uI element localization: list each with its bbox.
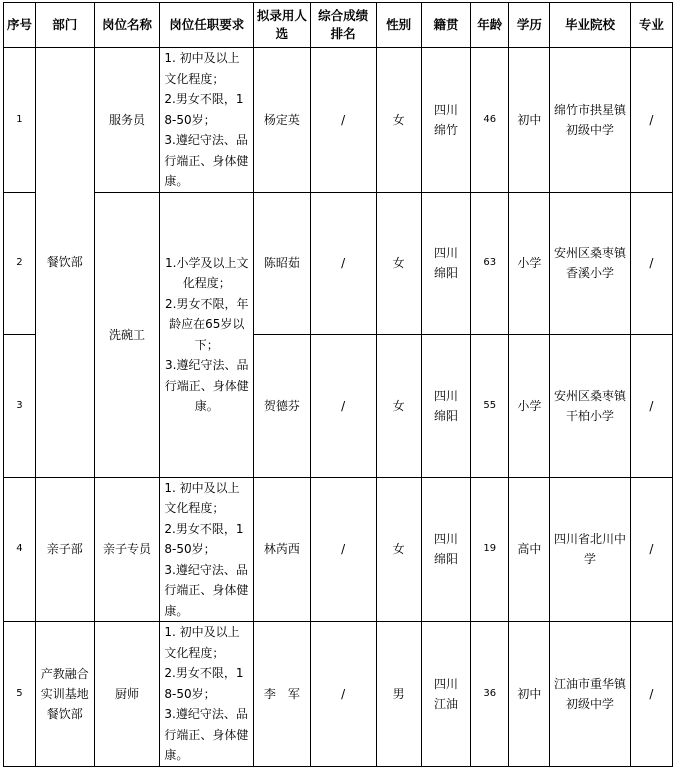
header-school: 毕业院校 [550,3,630,48]
major-cell: / [630,334,672,477]
education-cell: 初中 [509,622,550,767]
row-no: 5 [4,622,36,767]
school-cell: 绵竹市拱星镇初级中学 [550,48,630,193]
header-major: 专业 [630,3,672,48]
header-row [4,3,673,48]
origin-cell [421,477,470,622]
position-cell: 亲子专员 [94,477,160,622]
header-requirements: 岗位任职要求 [160,3,254,48]
requirements-cell [160,622,254,767]
school-cell: 安州区桑枣镇干柏小学 [550,334,630,477]
hiring-table-container [0,2,676,767]
dept-cell: 产教融合实训基地餐饮部 [35,622,94,767]
gender-cell: 女 [376,334,421,477]
rank-cell: / [310,622,376,767]
header-age: 年龄 [471,3,509,48]
row-no: 1 [4,48,36,193]
header-origin: 籍贯 [421,3,470,48]
header-candidate: 拟录用人选 [254,3,311,48]
row-no: 4 [4,477,36,622]
origin-text: 四川 江油 [433,676,458,711]
requirements-text: 1. 初中及以上文化程度； 2.男女不限，18-50岁； 3.遵纪守法、品行端正、身体健康。 [164,51,249,188]
origin-text: 四川 绵阳 [433,532,458,567]
gender-cell: 男 [376,622,421,767]
major-cell: / [630,48,672,193]
education-cell: 高中 [509,477,550,622]
origin-text: 四川 绵阳 [433,246,458,280]
gender-cell: 女 [376,477,421,622]
table-row [4,622,673,767]
gender-cell: 女 [376,48,421,193]
position-cell: 厨师 [94,622,160,767]
education-cell: 小学 [509,192,550,334]
header-education: 学历 [509,3,550,48]
dept-cell: 亲子部 [35,477,94,622]
age-cell: 55 [471,334,509,477]
header-no: 序号 [4,3,36,48]
major-cell: / [630,477,672,622]
major-cell: / [630,622,672,767]
age-cell: 46 [471,48,509,193]
origin-text: 四川 绵竹 [433,102,458,137]
requirements-text: 1. 初中及以上文化程度； 2.男女不限，18-50岁； 3.遵纪守法、品行端正、身体健康。 [164,480,249,618]
requirements-cell [160,477,254,622]
age-cell: 36 [471,622,509,767]
candidate-cell: 杨定英 [254,48,311,193]
candidate-cell: 林芮西 [254,477,311,622]
requirements-text: 1.小学及以上文化程度； 2.男女不限，年龄应在65岁以下； 3.遵纪守法、品行端正、身体健康。 [164,255,249,413]
origin-cell [421,192,470,334]
school-cell: 江油市重华镇初级中学 [550,622,630,767]
origin-cell [421,334,470,477]
education-cell: 小学 [509,334,550,477]
row-no: 3 [4,334,36,477]
header-rank: 综合成绩排名 [310,3,376,48]
age-cell: 19 [471,477,509,622]
origin-cell [421,48,470,193]
rank-cell: / [310,192,376,334]
position-cell: 洗碗工 [94,192,160,477]
hiring-table [3,2,673,767]
candidate-cell: 贺德芬 [254,334,311,477]
table-row [4,192,673,334]
requirements-cell [160,192,254,477]
header-position: 岗位名称 [94,3,160,48]
header-gender: 性别 [376,3,421,48]
row-no: 2 [4,192,36,334]
dept-cell: 餐饮部 [35,48,94,478]
major-cell: / [630,192,672,334]
rank-cell: / [310,334,376,477]
education-cell: 初中 [509,48,550,193]
table-row [4,477,673,622]
origin-cell [421,622,470,767]
school-cell: 安州区桑枣镇香溪小学 [550,192,630,334]
school-cell: 四川省北川中学 [550,477,630,622]
position-cell: 服务员 [94,48,160,193]
requirements-text: 1. 初中及以上文化程度； 2.男女不限，18-50岁； 3.遵纪守法、品行端正、身体健康。 [164,625,249,762]
gender-cell: 女 [376,192,421,334]
candidate-cell: 李 军 [254,622,311,767]
origin-text: 四川 绵阳 [433,388,458,423]
requirements-cell [160,48,254,193]
rank-cell: / [310,48,376,193]
header-dept: 部门 [35,3,94,48]
rank-cell: / [310,477,376,622]
candidate-cell: 陈昭茹 [254,192,311,334]
age-cell: 63 [471,192,509,334]
table-row [4,48,673,193]
